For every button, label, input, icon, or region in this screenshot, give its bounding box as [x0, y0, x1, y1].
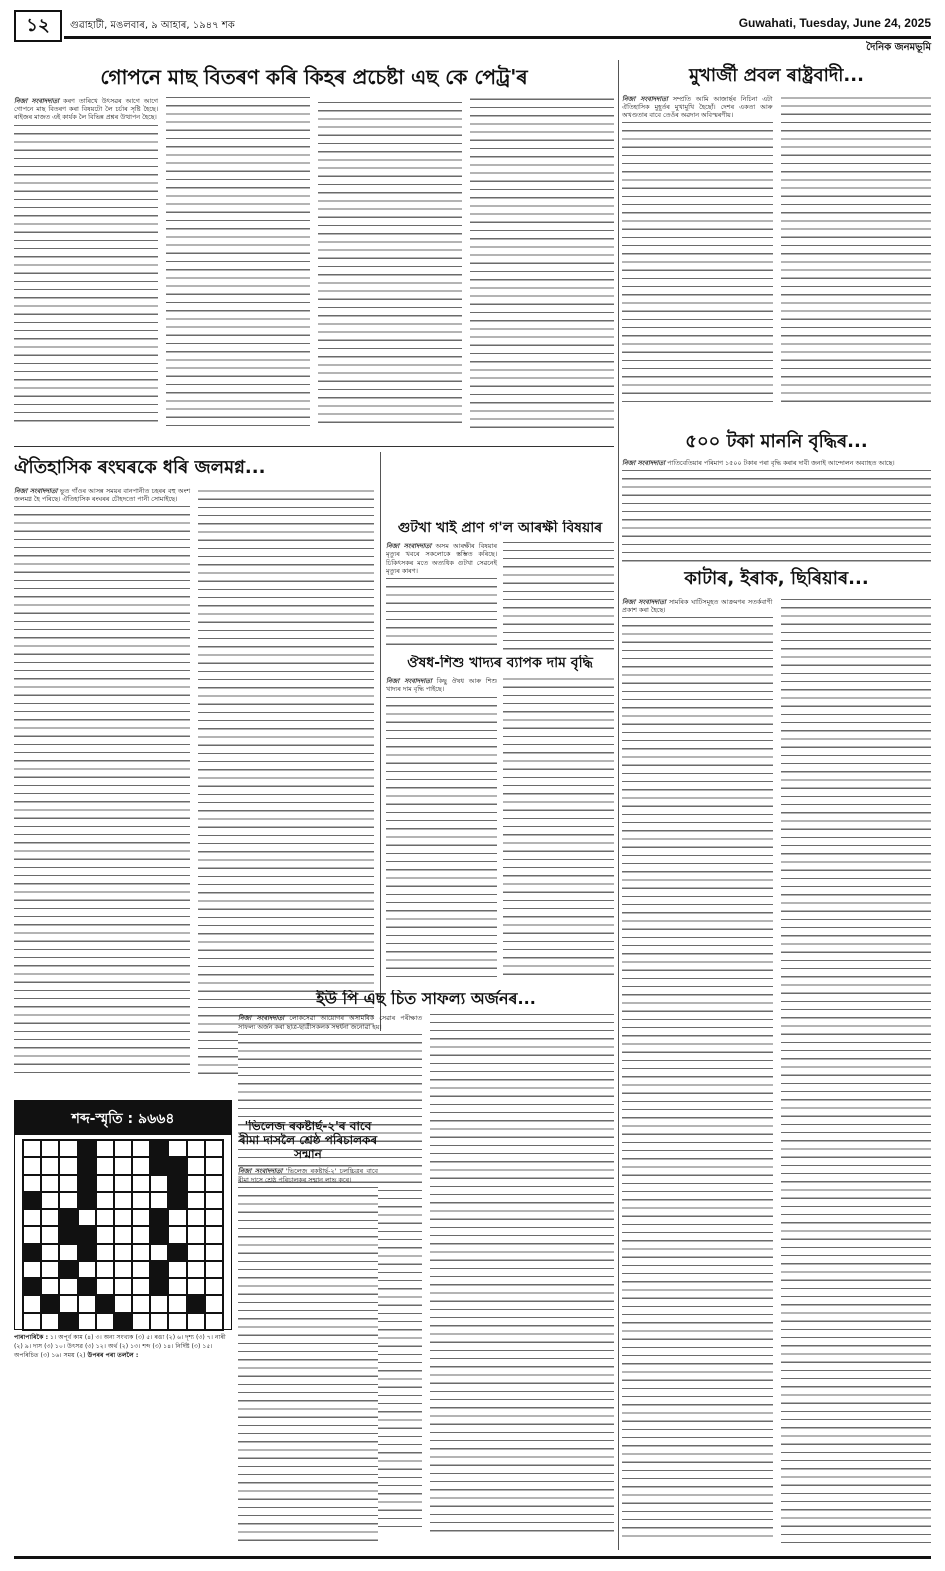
crossword-cell	[187, 1295, 205, 1312]
story-mukherjee	[622, 60, 931, 425]
crossword-cell	[187, 1278, 205, 1295]
crossword-cell	[23, 1278, 41, 1295]
crossword-cell	[96, 1244, 114, 1261]
crossword-cell	[41, 1261, 59, 1278]
story-text-lines	[238, 1184, 378, 1544]
crossword-cell	[59, 1192, 77, 1209]
byline: নিজা সংবাদদাতা	[14, 486, 58, 495]
divider	[14, 446, 614, 447]
crossword-cell	[41, 1175, 59, 1192]
crossword-cell	[78, 1244, 96, 1261]
crossword-cell	[41, 1278, 59, 1295]
crossword-cell	[114, 1192, 132, 1209]
crossword-cell	[114, 1295, 132, 1312]
crossword-cell	[168, 1244, 186, 1261]
crossword-cell	[96, 1209, 114, 1226]
crossword-cell	[205, 1192, 223, 1209]
crossword-cell	[78, 1261, 96, 1278]
crossword-clues	[14, 1333, 230, 1360]
story-lead: লোকসেৱা আয়োগৰ অসামৰিক সেৱাৰ পৰীক্ষাত সাফল্য অৰ্জন কৰা ছাত্ৰ-ছাত্ৰীসকলক সম্বৰ্ধনা জনোৱা হয়।	[238, 1014, 422, 1031]
dateline-assamese: গুৱাহাটী, মঙলবাৰ, ৯ আহাৰ, ১৯৪৭ শক	[70, 20, 235, 31]
crossword-cell	[23, 1209, 41, 1226]
crossword-cell	[41, 1226, 59, 1243]
story-lead: 'ভিলেজ ৰকষ্টাৰ্ছ-২' চলচ্চিত্ৰৰ বাবে ৰীমা দাসে শ্ৰেষ্ঠ পৰিচালকৰ সন্মান লাভ কৰে।	[238, 1167, 378, 1184]
crossword-cell	[150, 1157, 168, 1174]
story-text-lines	[14, 97, 614, 428]
story-body	[622, 459, 931, 559]
crossword-cell	[114, 1313, 132, 1330]
story-text-lines	[622, 467, 931, 563]
crossword-cell	[23, 1226, 41, 1243]
story-body	[14, 97, 614, 437]
crossword-cell	[96, 1192, 114, 1209]
story-katar	[622, 565, 931, 1550]
crossword-cell	[114, 1140, 132, 1157]
story-text-lines	[14, 487, 374, 1077]
story-lead: কিছু ঔষধ আৰু শিশু খাদ্যৰ দাম বৃদ্ধি পাইছে।	[386, 677, 497, 694]
story-prices500	[622, 428, 931, 563]
crossword-cell	[168, 1261, 186, 1278]
crossword-cell	[41, 1313, 59, 1330]
page-header	[14, 8, 931, 53]
crossword-cell	[132, 1313, 150, 1330]
crossword-cell	[168, 1175, 186, 1192]
byline: নিজা সংবাদদাতা	[386, 677, 432, 686]
header-rule	[64, 36, 931, 39]
story-lead: অসম আৰক্ষীৰ বিষয়াৰ মৃত্যুৰ খবৰে সকলোকে স্তম্ভিত কৰিছে। চিকিৎসকৰ মতে অত্যধিক গুটখা সেৱনেই মৃত্যুৰ কাৰণ।	[386, 542, 497, 575]
crossword-cell	[96, 1278, 114, 1295]
crossword-cell	[205, 1295, 223, 1312]
crossword-cell	[114, 1226, 132, 1243]
crossword-cell	[78, 1140, 96, 1157]
crossword-cell	[132, 1226, 150, 1243]
story-gutkha	[386, 520, 614, 650]
crossword-cell	[187, 1140, 205, 1157]
crossword-cell	[78, 1209, 96, 1226]
column-divider	[618, 60, 619, 1550]
crossword-cell	[150, 1244, 168, 1261]
page-number: ১২	[14, 10, 62, 42]
crossword-cell	[150, 1175, 168, 1192]
crossword-cell	[96, 1157, 114, 1174]
crossword-cell	[41, 1209, 59, 1226]
crossword-cell	[78, 1157, 96, 1174]
crossword-cell	[187, 1226, 205, 1243]
crossword-cell	[205, 1313, 223, 1330]
crossword-cell	[23, 1313, 41, 1330]
crossword-cell	[114, 1244, 132, 1261]
crossword-cell	[205, 1261, 223, 1278]
crossword-cell	[23, 1175, 41, 1192]
byline: নিজা সংবাদদাতা	[238, 1014, 285, 1023]
crossword-cell	[187, 1244, 205, 1261]
crossword-cell	[23, 1261, 41, 1278]
crossword-cell	[41, 1192, 59, 1209]
crossword-cell	[114, 1209, 132, 1226]
crossword-cell	[150, 1209, 168, 1226]
crossword-cell	[205, 1244, 223, 1261]
story-body	[622, 95, 931, 413]
crossword-cell	[150, 1192, 168, 1209]
clues-text: ১। অপূৰ্ব কাম (৪) ৩। অন্য সংখ্যক (৩) ৫। ৰঙা (২) ৬। দৃশ্য (৩) ৭। নাৰী (২) ৯। দাস (৩) ১০। উৎসৱ (৩) ১২। অৰ্থ (২) ১৩। শব্দ (৩) ১৪। নিৰ্দিষ্ট (৩) ১৫। অপৰিচিত (৩) ১৬। সময় (২)	[14, 1334, 226, 1359]
story-village-rockstars	[238, 1120, 378, 1550]
crossword-cell	[41, 1244, 59, 1261]
crossword-cell	[168, 1278, 186, 1295]
crossword-cell	[168, 1295, 186, 1312]
crossword-cell	[168, 1157, 186, 1174]
crossword-cell	[168, 1192, 186, 1209]
crossword-cell	[23, 1192, 41, 1209]
headline: কাটাৰ, ইৰাক, ছিৰিয়াৰ...	[684, 568, 869, 589]
crossword-cell	[205, 1175, 223, 1192]
crossword-cell	[132, 1244, 150, 1261]
headline: গোপনে মাছ বিতৰণ কৰি কিহৰ প্ৰচেষ্টা এছ কে পেট্ৰ'ৰ	[100, 65, 528, 89]
crossword-cell	[114, 1175, 132, 1192]
story-fish	[14, 60, 614, 445]
crossword-cell	[78, 1295, 96, 1312]
crossword-cell	[132, 1209, 150, 1226]
crossword-cell	[150, 1140, 168, 1157]
crossword-cell	[168, 1209, 186, 1226]
byline: নিজা সংবাদদাতা	[14, 97, 59, 105]
crossword-cell	[23, 1140, 41, 1157]
crossword-cell	[150, 1278, 168, 1295]
crossword-cell	[78, 1313, 96, 1330]
crossword-cell	[59, 1226, 77, 1243]
headline: গুটখা খাই প্ৰাণ গ'ল আৰক্ষী বিষয়াৰ	[397, 520, 603, 536]
crossword-cell	[41, 1140, 59, 1157]
crossword-cell	[96, 1295, 114, 1312]
crossword-cell	[132, 1175, 150, 1192]
crossword-cell	[78, 1226, 96, 1243]
headline: ৫০০ টকা মাননি বৃদ্ধিৰ...	[685, 431, 868, 452]
clues-across-label: পাৰাপাৰিকৈ :	[14, 1334, 49, 1341]
crossword-cell	[187, 1192, 205, 1209]
crossword-cell	[150, 1261, 168, 1278]
headline: ঔষধ-শিশু খাদ্যৰ ব্যাপক দাম বৃদ্ধি	[407, 655, 593, 671]
byline: নিজা সংবাদদাতা	[622, 94, 668, 103]
crossword-cell	[23, 1244, 41, 1261]
byline: নিজা সংবাদদাতা	[622, 458, 666, 467]
crossword-cell	[59, 1157, 77, 1174]
crossword-cell	[168, 1140, 186, 1157]
crossword-cell	[114, 1157, 132, 1174]
crossword-cell	[187, 1261, 205, 1278]
crossword-cell	[59, 1295, 77, 1312]
headline: 'ভিলেজ ৰকষ্টাৰ্ছ-২'ৰ বাবে ৰীমা দাসলৈ শ্ৰেষ্ঠ পৰিচালকৰ সন্মান	[238, 1120, 378, 1161]
footer-rule	[14, 1556, 931, 1559]
byline: নিজা সংবাদদাতা	[386, 542, 432, 551]
crossword-cell	[132, 1261, 150, 1278]
crossword-cell	[59, 1313, 77, 1330]
crossword-cell	[96, 1313, 114, 1330]
crossword-cell	[205, 1209, 223, 1226]
crossword-cell	[205, 1278, 223, 1295]
crossword-cell	[168, 1313, 186, 1330]
story-lead: সম্প্ৰতি আমি আজাৰ্ছৰ নিচিনা এটা ঐতিহাসিক মুহূৰ্তৰ মুখামুখি হৈছোঁ। দেশৰ একতা আৰু অখণ্ডতাৰ বাবে তেওঁৰ অৱদান অবিস্মৰণীয়।	[622, 94, 773, 120]
crossword-cell	[132, 1278, 150, 1295]
story-lead: ভুত গাঁওৰ আসন্ন সময়ৰ বানপানীত চহৰৰ বহু অংশ জলমগ্ন হৈ পৰিছে। ঐতিহাসিক ৰংঘৰৰ চৌহদতো পানী সোমাইছে।	[14, 486, 190, 503]
crossword-cell	[187, 1313, 205, 1330]
crossword-cell	[132, 1157, 150, 1174]
crossword-cell	[187, 1175, 205, 1192]
story-medicine	[386, 655, 614, 990]
crossword-cell	[187, 1157, 205, 1174]
crossword-cell	[78, 1278, 96, 1295]
story-body	[386, 542, 614, 650]
crossword-cell	[78, 1175, 96, 1192]
crossword-cell	[96, 1261, 114, 1278]
crossword-cell	[59, 1209, 77, 1226]
crossword-cell	[96, 1140, 114, 1157]
story-text-lines	[622, 598, 931, 1543]
crossword-cell	[132, 1192, 150, 1209]
crossword-cell	[59, 1140, 77, 1157]
crossword-cell	[132, 1140, 150, 1157]
crossword-cell	[114, 1278, 132, 1295]
crossword-cell	[114, 1261, 132, 1278]
crossword-cell	[41, 1157, 59, 1174]
crossword-cell	[168, 1226, 186, 1243]
crossword-cell	[96, 1226, 114, 1243]
story-body	[238, 1167, 378, 1527]
dateline-english: Guwahati, Tuesday, June 24, 2025	[738, 16, 931, 30]
crossword-cell	[150, 1226, 168, 1243]
crossword-box	[14, 1100, 232, 1330]
story-text-lines	[622, 95, 931, 407]
crossword-cell	[23, 1295, 41, 1312]
story-lead: পাতিবেতিয়াৰ পৰিমাণ ১৫০০ টকাৰ পৰা বৃদ্ধি কৰাৰ দাবী জনাই আন্দোলন অব্যাহত আছে।	[667, 458, 895, 467]
crossword-cell	[59, 1175, 77, 1192]
crossword-cell	[205, 1140, 223, 1157]
crossword-cell	[41, 1295, 59, 1312]
crossword-cell	[59, 1261, 77, 1278]
clues-down-label: উপৰৰ পৰা তললৈ :	[87, 1352, 139, 1359]
story-text-lines	[386, 677, 614, 982]
paper-name: দৈনিক জনমভূমি	[860, 40, 931, 57]
crossword-cell	[205, 1157, 223, 1174]
crossword-cell	[59, 1244, 77, 1261]
crossword-cell	[205, 1226, 223, 1243]
headline: মুখাৰ্জী প্ৰবল ৰাষ্ট্ৰবাদী...	[689, 65, 864, 86]
headline: ঐতিহাসিক ৰংঘৰকে ধৰি জলমগ্ন...	[14, 457, 266, 478]
crossword-cell	[187, 1209, 205, 1226]
story-body	[622, 598, 931, 1543]
crossword-cell	[96, 1175, 114, 1192]
crossword-cell	[150, 1295, 168, 1312]
story-lead: সামৰিক ঘাটিসমূহত আক্ৰমণৰ সতৰ্কবাণী প্ৰকাশ কৰা হৈছে।	[622, 597, 773, 614]
story-body	[14, 487, 374, 1077]
crossword-cell	[132, 1295, 150, 1312]
story-lead: কৰণ তাৰিখে উৎসৱৰ আগে আগে গোপনে মাছ বিতৰণ কৰা বিষয়টো লৈ চৰ্চাৰ সৃষ্টি হৈছে। ৰাইজৰ মাজত এই কাৰ্যক লৈ বিভিন্ন প্ৰশ্নৰ উত্থাপন হৈছে।	[14, 97, 158, 122]
headline: ইউ পি এছ চিত সাফল্য অৰ্জনৰ...	[316, 990, 536, 1008]
crossword-grid	[22, 1139, 224, 1331]
crossword-cell	[23, 1157, 41, 1174]
crossword-cell	[59, 1278, 77, 1295]
crossword-title: শব্দ-স্মৃতি : ৯৬৬৪	[15, 1101, 231, 1135]
byline: নিজা সংবাদদাতা	[622, 597, 666, 606]
crossword-cell	[150, 1313, 168, 1330]
crossword-cell	[78, 1192, 96, 1209]
byline: নিজা সংবাদদাতা	[238, 1167, 283, 1176]
story-body	[386, 677, 614, 982]
